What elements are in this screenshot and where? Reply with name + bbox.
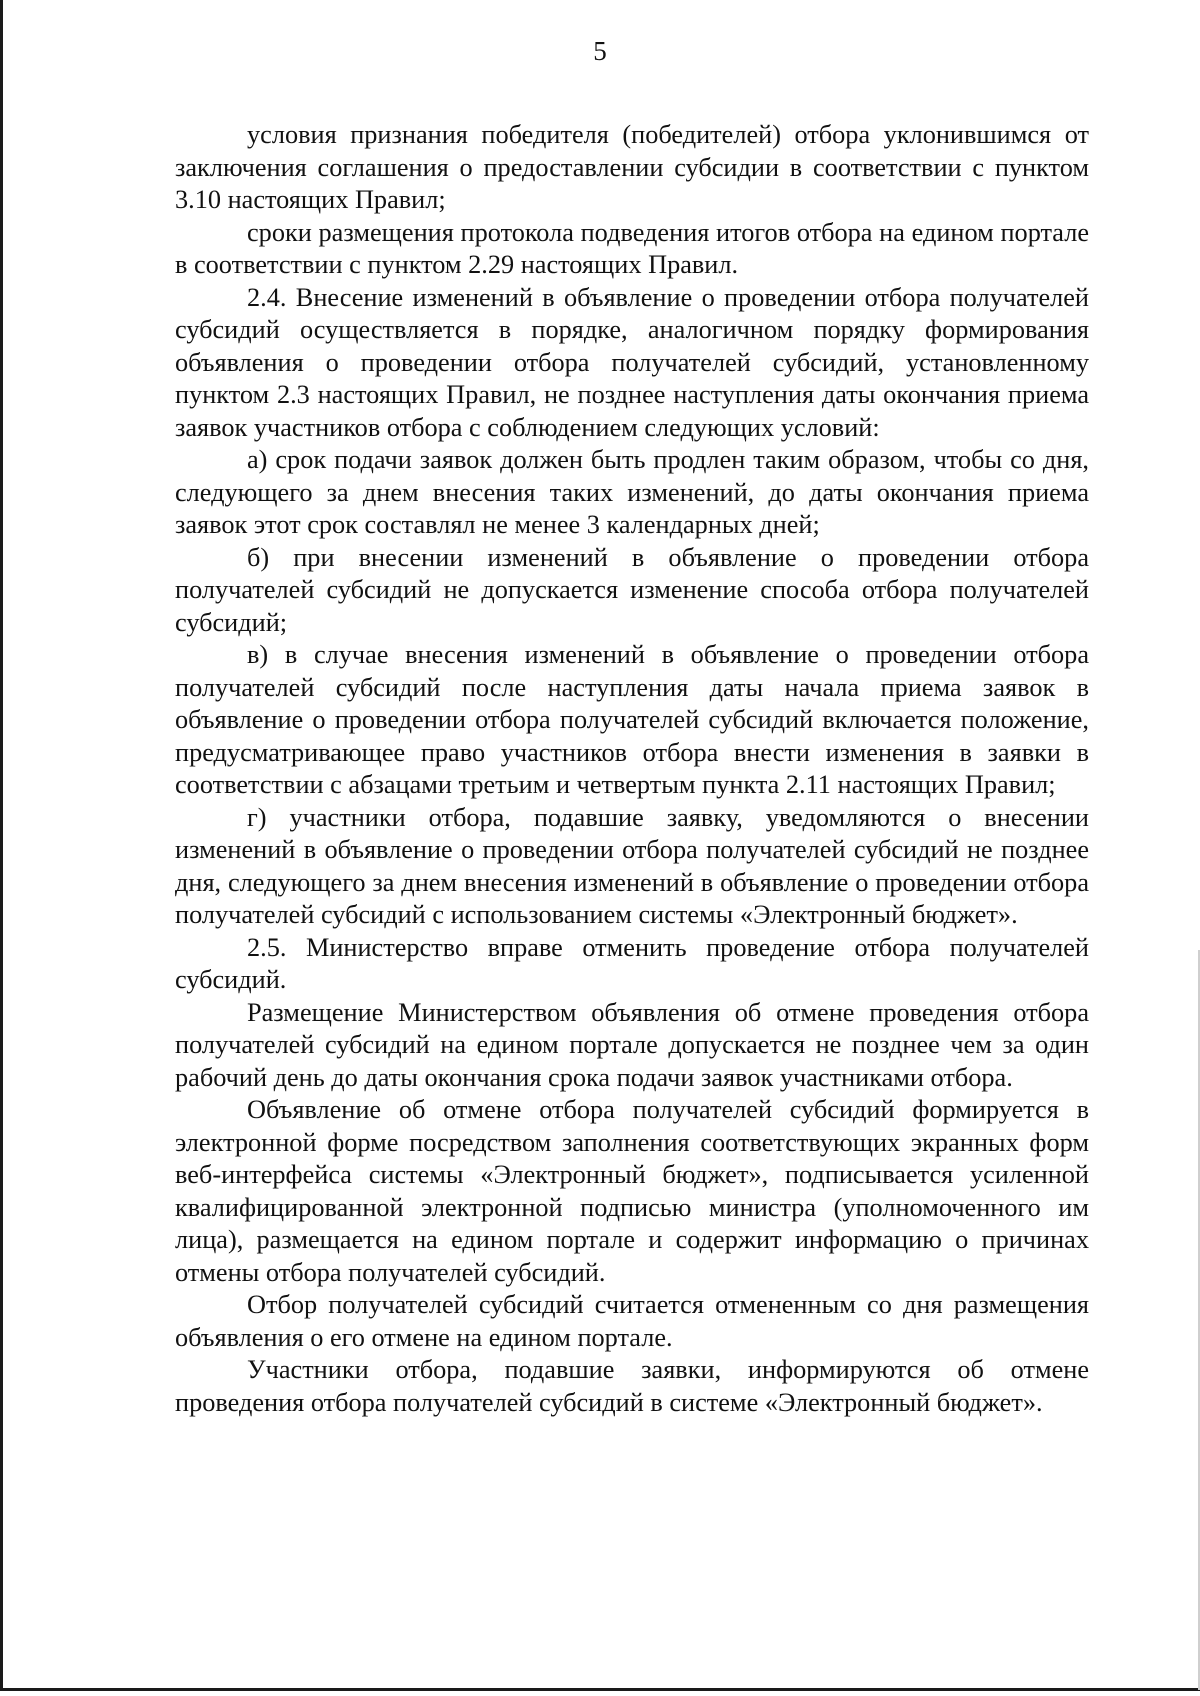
page-number: 5 — [593, 36, 607, 66]
paragraph-clause-2-4-g: г) участники отбора, подавшие заявку, уведомляются о внесении изменений в объявление о проведении отбора получателей субсидий не позднее дня, следующего за днем внесения изменений в объявление о проведении отбора получателей субсидий с использованием системы «Электронный бюджет». — [175, 802, 1089, 929]
paragraph-winner-evasion-conditions: условия признания победителя (победителей) отбора уклонившимся от заключения соглашения о предоставлении субсидии в соответствии с пунктом 3.10 настоящих Правил; — [175, 120, 1089, 214]
paragraph-clause-2-4-b: б) при внесении изменений в объявление о проведении отбора получателей субсидий не допускается изменение способа отбора получателей субсидий; — [175, 542, 1089, 637]
paragraph-clause-2-5: 2.5. Министерство вправе отменить проведение отбора получателей субсидий. — [175, 932, 1089, 994]
document-body — [175, 119, 1089, 1419]
scan-border-left — [0, 0, 3, 1690]
paragraph-cancellation-effective: Отбор получателей субсидий считается отмененным со дня размещения объявления о его отмене на едином портале. — [175, 1290, 1089, 1352]
paragraph-participants-notified: Участники отбора, подавшие заявки, информируются об отмене проведения отбора получателей субсидий в системе «Электронный бюджет». — [175, 1355, 1089, 1417]
paragraph-protocol-placement-terms: сроки размещения протокола подведения итогов отбора на едином портале в соответствии с пунктом 2.29 настоящих Правил. — [175, 217, 1089, 279]
paragraph-cancellation-placement: Размещение Министерством объявления об отмене проведения отбора получателей субсидий на едином портале допускается не позднее чем за один рабочий день до даты окончания срока подачи заявок участниками отбора. — [175, 997, 1089, 1092]
paragraph-cancellation-announcement: Объявление об отмене отбора получателей субсидий формируется в электронной форме посредством заполнения соответствующих экранных форм веб-интерфейса системы «Электронный бюджет», подписывается усиленной квалифицированной электронной подписью министра (уполномоченного им лица), размещается на едином портале и содержит информацию о причинах отмены отбора получателей субсидий. — [175, 1095, 1089, 1287]
paragraph-clause-2-4-v: в) в случае внесения изменений в объявление о проведении отбора получателей субсидий после наступления даты начала приема заявок в объявление о проведении отбора получателей субсидий включается положение, предусматривающее право участников отбора внести изменения в заявки в соответствии с абзацами третьим и четвертым пункта 2.11 настоящих Правил; — [175, 640, 1089, 799]
paragraph-clause-2-4: 2.4. Внесение изменений в объявление о проведении отбора получателей субсидий осуществляется в порядке, аналогичном порядку формирования объявления о проведении отбора получателей субсидий, установленному пунктом 2.3 настоящих Правил, не позднее наступления даты окончания приема заявок участников отбора с соблюдением следующих условий: — [175, 282, 1089, 442]
scan-border-bottom — [0, 1688, 1200, 1691]
paragraph-clause-2-4-a: а) срок подачи заявок должен быть продлен таким образом, чтобы со дня, следующего за днем внесения таких изменений, до даты окончания приема заявок этот срок составлял не менее 3 календарных дней; — [175, 445, 1089, 539]
